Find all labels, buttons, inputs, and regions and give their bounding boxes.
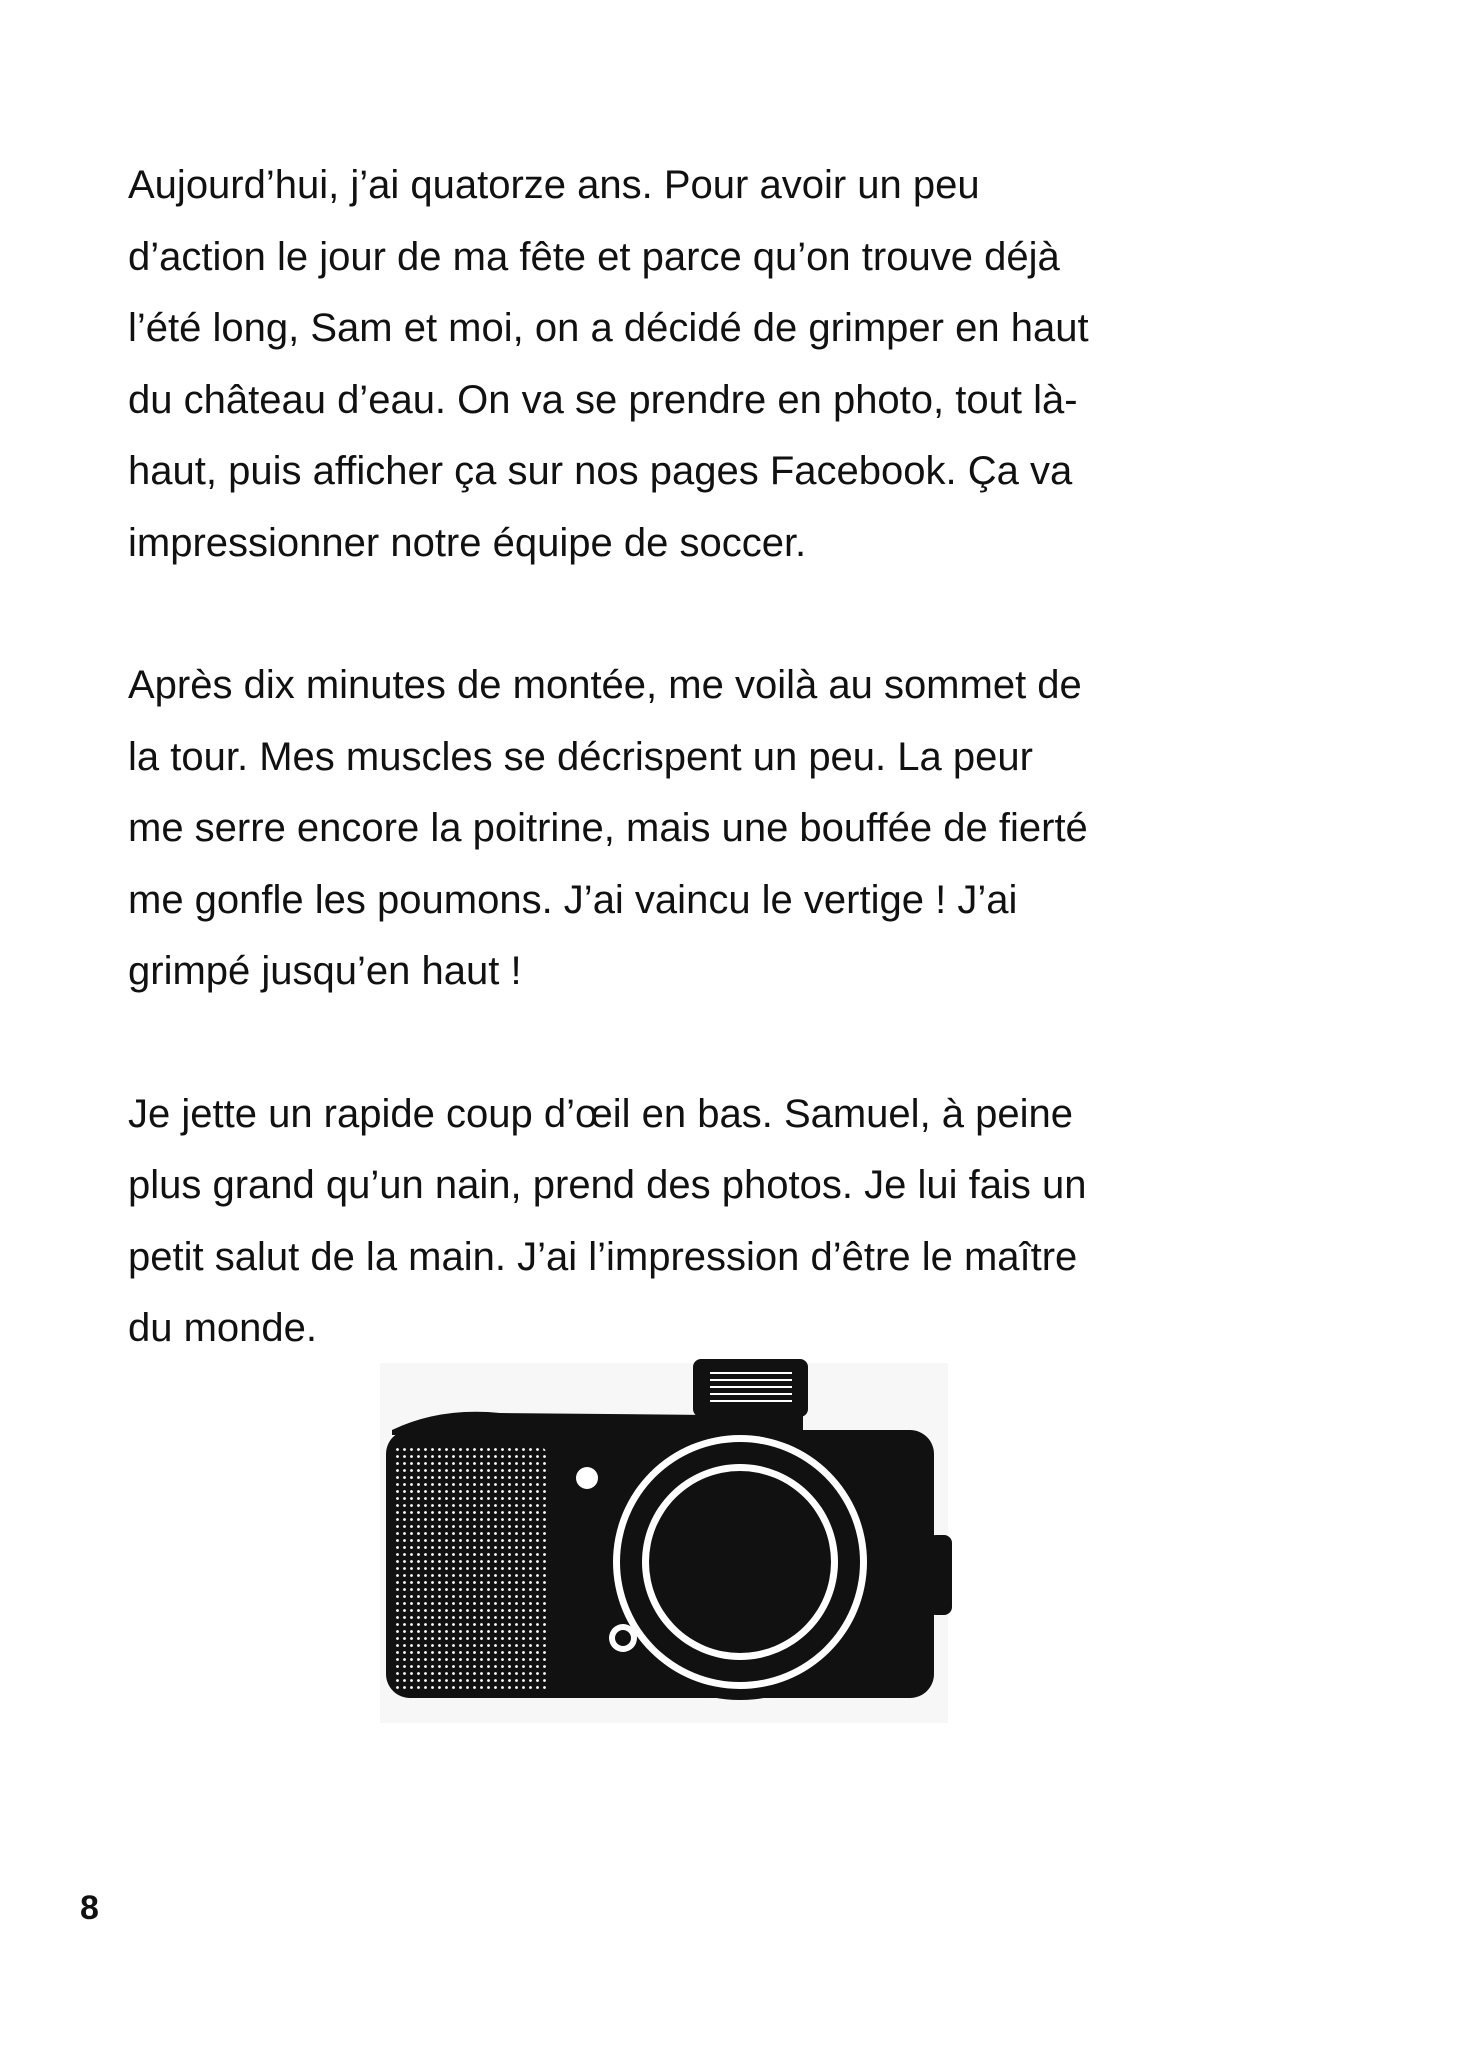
text-line: petit salut de la main. J’ai l’impression d’être le maître <box>128 1234 1078 1279</box>
text-line: l’été long, Sam et moi, on a décidé de grimper en haut <box>128 306 1089 350</box>
text-line: la tour. Mes muscles se décrispent un peu. La peur <box>128 734 1033 779</box>
text-line: du château d’eau. On va se prendre en photo, tout là- <box>128 377 1078 422</box>
paragraph-2 <box>128 650 1248 1008</box>
text-line: me gonfle les poumons. J’ai vaincu le vertige ! J’ai <box>128 877 1018 922</box>
paragraph-1 <box>128 150 1248 579</box>
text-line: me serre encore la poitrine, mais une bouffée de fierté <box>128 806 1088 850</box>
text-line: grimpé jusqu’en haut ! <box>128 949 522 993</box>
camera-icon <box>380 1355 960 1730</box>
text-line: plus grand qu’un nain, prend des photos. Je lui fais un <box>128 1163 1087 1207</box>
text-line: haut, puis afficher ça sur nos pages Facebook. Ça va <box>128 449 1073 493</box>
text-line: Aujourd’hui, j’ai quatorze ans. Pour avoir un peu <box>128 163 980 207</box>
text-line: du monde. <box>128 1306 318 1350</box>
body-text <box>128 150 1248 1365</box>
text-line: Après dix minutes de montée, me voilà au sommet de <box>128 663 1082 707</box>
paragraph-3 <box>128 1079 1248 1365</box>
text-line: impressionner notre équipe de soccer. <box>128 520 807 565</box>
page-number: 8 <box>80 1889 99 1927</box>
text-line: d’action le jour de ma fête et parce qu’on trouve déjà <box>128 234 1060 279</box>
text-line: Je jette un rapide coup d’œil en bas. Samuel, à peine <box>128 1091 1074 1136</box>
